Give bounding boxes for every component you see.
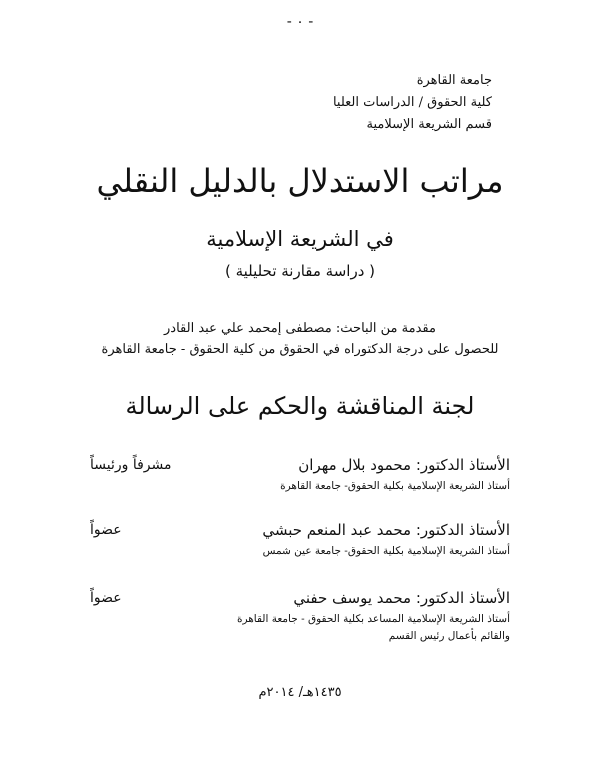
university-name: جامعة القاهرة [416, 73, 492, 88]
committee-member [90, 452, 510, 495]
committee-title: لجنة المناقشة والحكم على الرسالة [125, 392, 475, 420]
thesis-subtitle: في الشريعة الإسلامية [206, 227, 394, 251]
committee-member [90, 585, 510, 645]
page-number: - ٠ - [286, 14, 314, 30]
member-name: الأستاذ الدكتور: محمود بلال مهران [298, 456, 510, 474]
presented-by: مقدمة من الباحث: مصطفى إمحمد علي عبد القادر [164, 321, 436, 336]
member-role: مشرفاً ورئيساً [90, 457, 172, 473]
member-affiliation-line2: والقائم بأعمال رئيس القسم [388, 630, 510, 642]
member-affiliation: أستاذ الشريعة الإسلامية بكلية الحقوق- جامعة القاهرة [280, 480, 510, 492]
member-name: الأستاذ الدكتور: محمد عبد المنعم حبشي [262, 521, 510, 539]
institution-header [333, 70, 492, 136]
member-affiliation: أستاذ الشريعة الإسلامية المساعد بكلية الحقوق - جامعة القاهرة [236, 613, 510, 625]
member-role: عضواً [90, 522, 122, 538]
faculty-name: كلية الحقوق / الدراسات العليا [332, 95, 492, 110]
member-affiliation: أستاذ الشريعة الإسلامية بكلية الحقوق- جامعة عين شمس [262, 545, 510, 557]
study-type: ( دراسة مقارنة تحليلية ) [224, 262, 375, 280]
department-name: قسم الشريعة الإسلامية [366, 117, 492, 132]
degree-line: للحصول على درجة الدكتوراه في الحقوق من كلية الحقوق - جامعة القاهرة [101, 342, 499, 357]
thesis-date: ١٤٣٥هـ/ ٢٠١٤م [258, 685, 342, 700]
presenter-block [0, 318, 600, 360]
thesis-title: مراتب الاستدلال بالدليل النقلي [96, 162, 504, 200]
member-name: الأستاذ الدكتور: محمد يوسف حفني [293, 589, 510, 607]
committee-member [90, 517, 510, 560]
member-role: عضواً [90, 590, 122, 606]
